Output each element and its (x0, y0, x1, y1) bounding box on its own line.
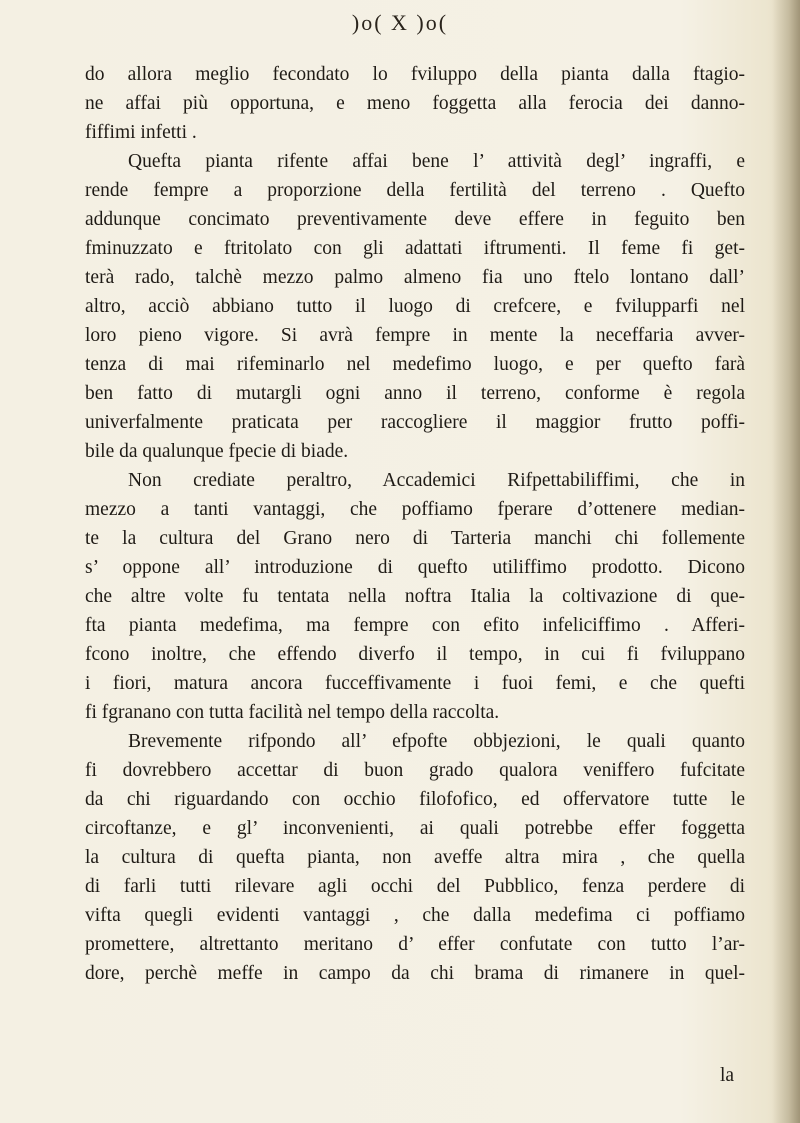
text-line: fi dovrebbero accettar di buon grado qualora veniffero fufcitate (85, 760, 745, 781)
text-line: che altre volte fu tentata nella noftra Italia la coltivazione di que- (85, 586, 745, 607)
text-line: ne affai più opportuna, e meno foggetta alla ferocia dei danno- (85, 93, 745, 114)
text-line: rende fempre a proporzione della fertilità del terreno . Quefto (85, 180, 745, 201)
text-line: altro, acciò abbiano tutto il luogo di crefcere, e fvilupparfi nel (85, 296, 745, 317)
text-line: bile da qualunque fpecie di biade. (85, 441, 349, 462)
text-line: ben fatto di mutargli ogni anno il terreno, conforme è regola (85, 383, 745, 404)
text-line: loro pieno vigore. Si avrà fempre in mente la neceffaria avver- (85, 325, 745, 346)
text-line: tenza di mai rifeminarlo nel medefimo luogo, e per quefto farà (85, 354, 745, 375)
catchword: la (720, 1065, 735, 1086)
text-line: addunque concimato preventivamente deve effere in feguito ben (85, 209, 745, 230)
text-line: vifta quegli evidenti vantaggi , che dalla medefima ci poffiamo (85, 905, 745, 926)
text-line: fminuzzato e ftritolato con gli adattati iftrumenti. Il feme fi get- (85, 238, 745, 259)
text-line: univerfalmente praticata per raccogliere il maggior frutto poffi- (85, 412, 745, 433)
page-edge-shadow (772, 0, 800, 1123)
text-line: mezzo a tanti vantaggi, che poffiamo fperare d’ottenere median- (85, 499, 745, 520)
text-line: dore, perchè meffe in campo da chi brama di rimanere in quel- (85, 963, 745, 984)
text-line: Non crediate peraltro, Accademici Rifpettabiliffimi, che in (128, 470, 745, 491)
text-line: te la cultura del Grano nero di Tarteria manchi chi follemente (85, 528, 745, 549)
text-line: la cultura di quefta pianta, non aveffe altra mira , che quella (85, 847, 745, 868)
text-line: di farli tutti rilevare agli occhi del Pubblico, fenza perdere di (85, 876, 745, 897)
text-line: i fiori, matura ancora fucceffivamente i fuoi femi, e che quefti (85, 673, 745, 694)
text-line: terà rado, talchè mezzo palmo almeno fia uno ftelo lontano dall’ (85, 267, 745, 288)
text-line: do allora meglio fecondato lo fviluppo della pianta dalla ftagio- (85, 64, 745, 85)
text-line: circoftanze, e gl’ inconvenienti, ai quali potrebbe effer foggetta (85, 818, 745, 839)
text-line: fta pianta medefima, ma fempre con efito infeliciffimo . Afferi- (85, 615, 745, 636)
page-header: )o( X )o( (351, 10, 449, 35)
text-line: da chi riguardando con occhio filofofico, ed offervatore tutte le (85, 789, 745, 810)
text-line: fiffimi infetti . (85, 122, 197, 143)
text-line: promettere, altrettanto meritano d’ effer confutate con tutto l’ar- (85, 934, 745, 955)
text-line: fcono inoltre, che effendo diverfo il tempo, in cui fi fviluppano (85, 644, 745, 665)
text-line: s’ oppone all’ introduzione di quefto utiliffimo prodotto. Dicono (85, 557, 745, 578)
text-line: Quefta pianta rifente affai bene l’ attività degl’ ingraffi, e (128, 151, 745, 172)
text-line: Brevemente rifpondo all’ efpofte obbjezioni, le quali quanto (128, 731, 745, 752)
body-text (85, 60, 745, 988)
text-line: fi fgranano con tutta facilità nel tempo della raccolta. (85, 702, 500, 723)
